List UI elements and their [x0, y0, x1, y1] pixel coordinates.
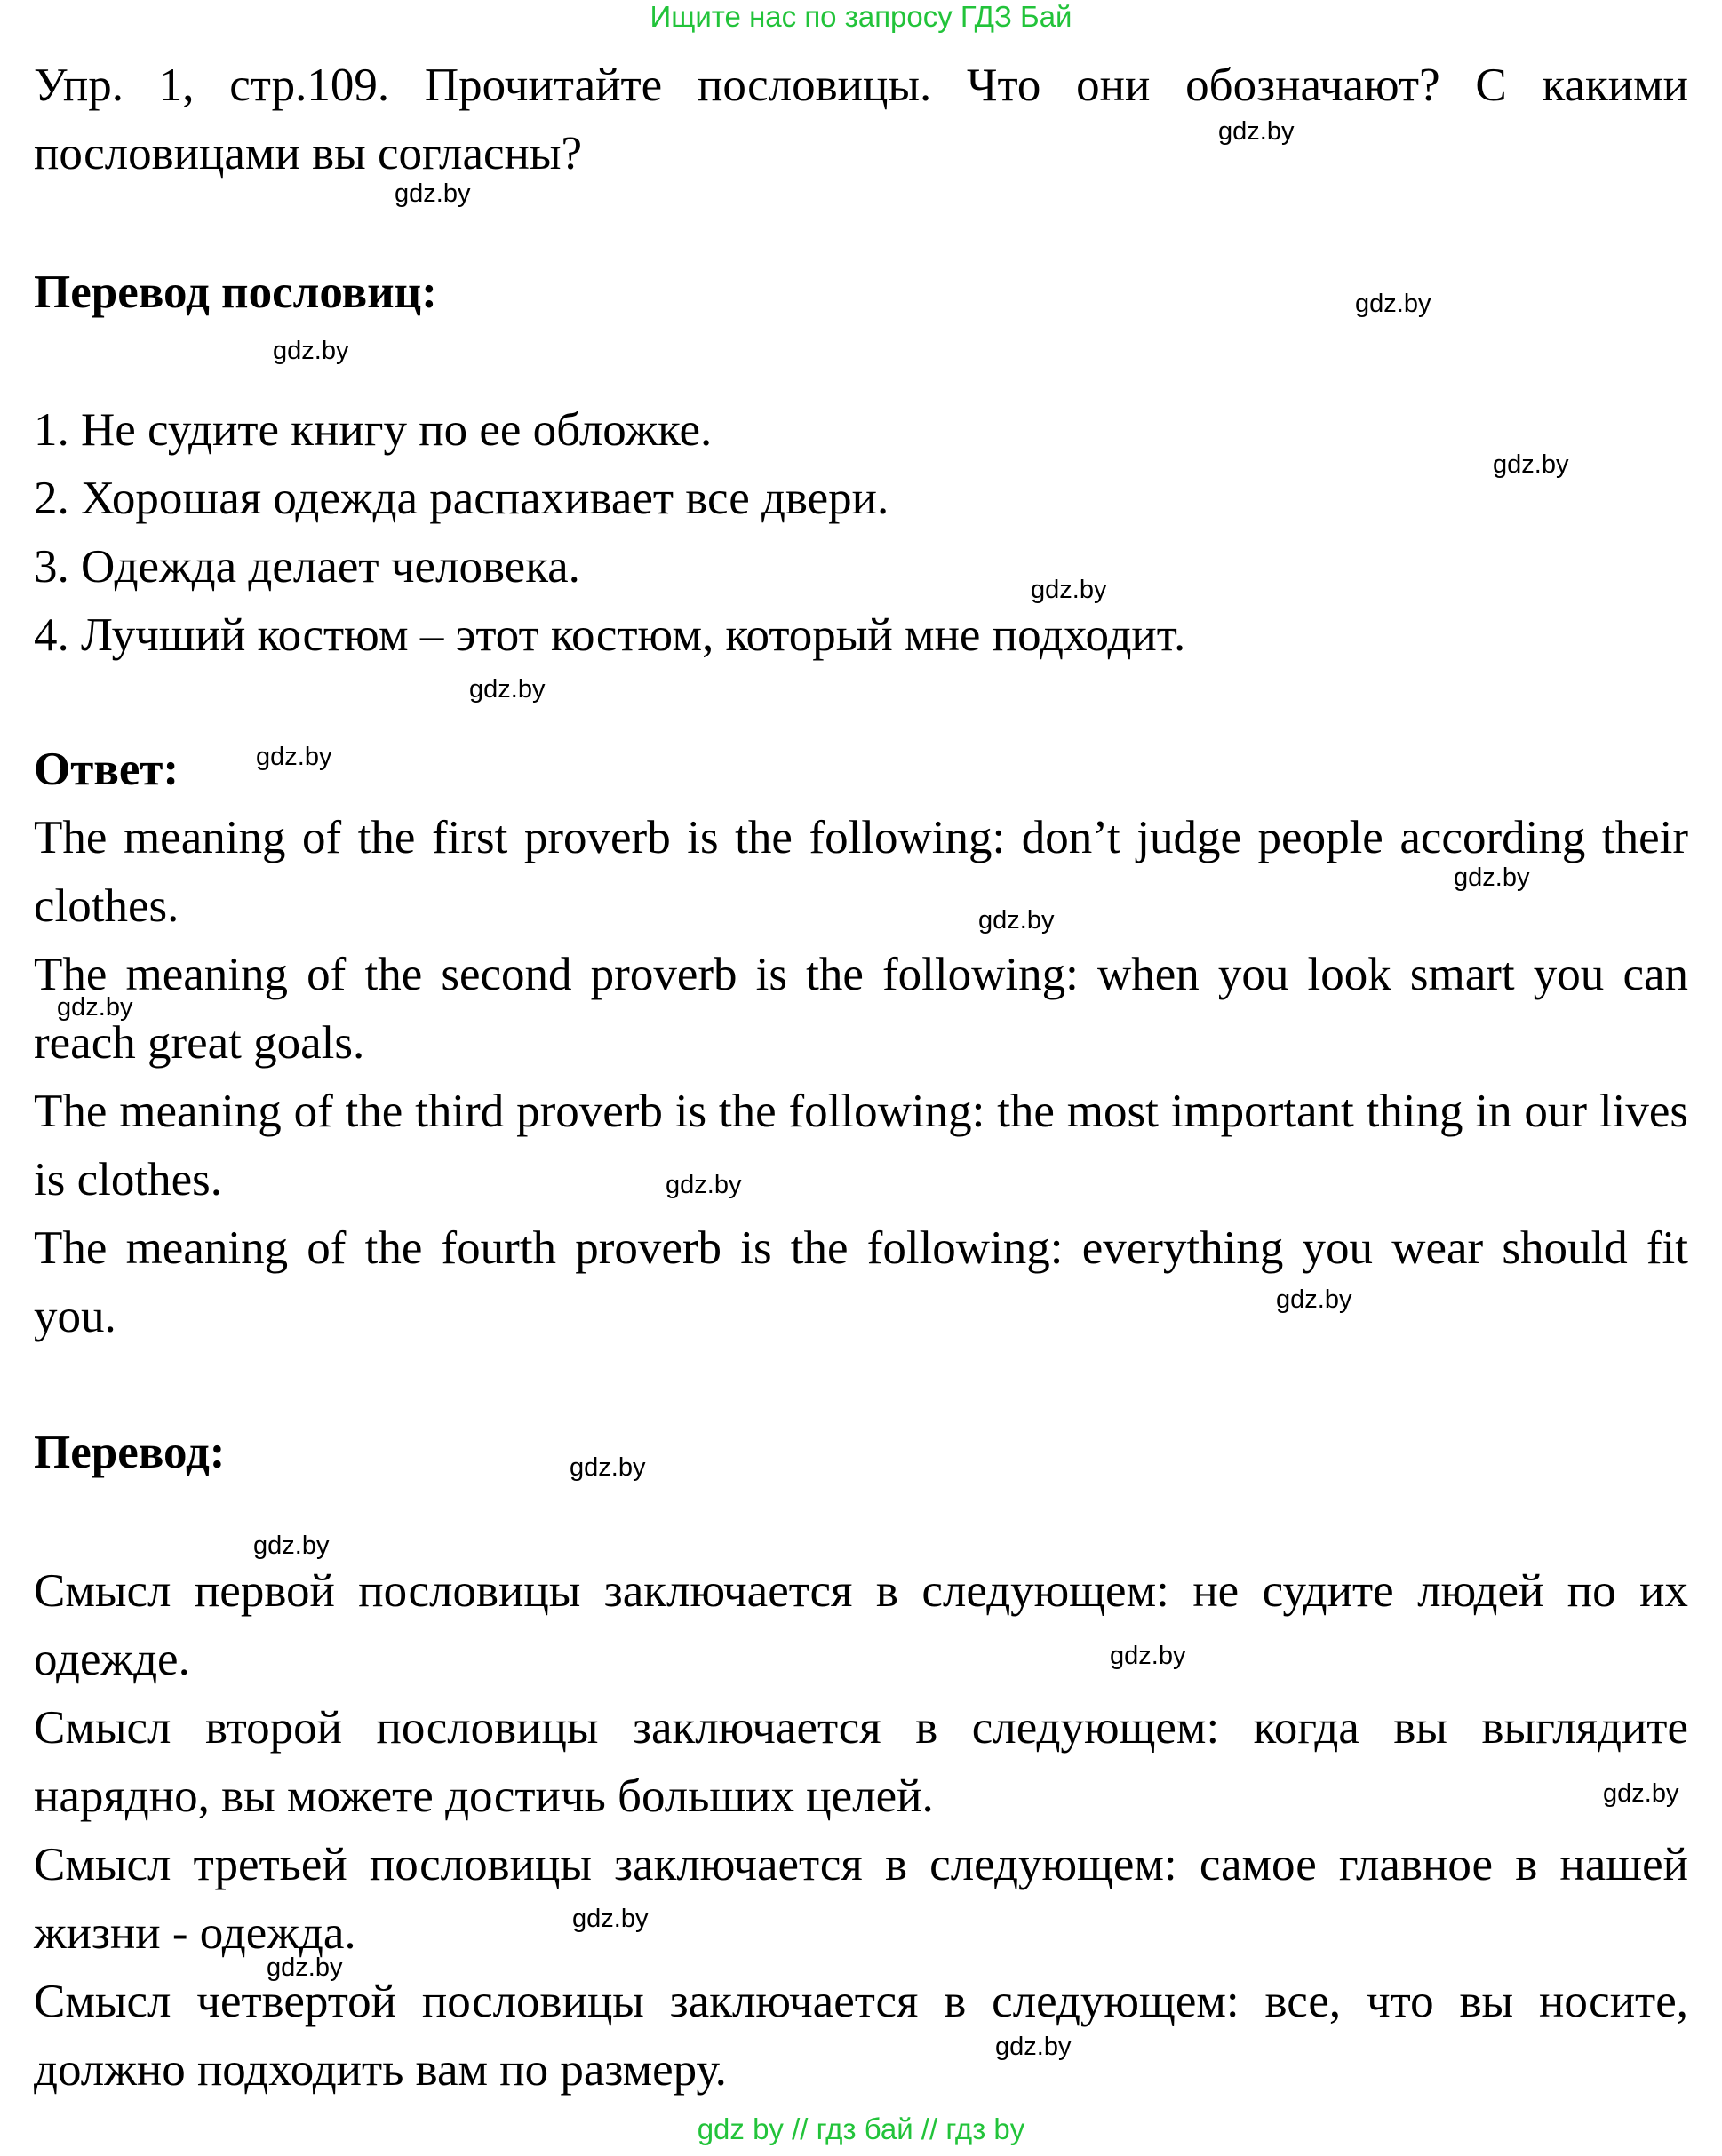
translation-paragraph: Смысл первой пословицы заключается в следующем: не судите людей по их одежде.: [34, 1565, 1688, 1685]
watermark: gdz.by: [1031, 576, 1107, 604]
watermark: gdz.by: [267, 1953, 343, 1982]
watermark: gdz.by: [469, 675, 546, 704]
translation-paragraph: Смысл четвертой пословицы заключается в следующем: все, что вы носите, должно подходить вам по размеру.: [34, 1976, 1688, 2096]
watermark: gdz.by: [1493, 450, 1569, 479]
bottom-banner: gdz by // гдз бай // гдз by: [697, 2112, 1025, 2145]
watermark: gdz.by: [1218, 117, 1295, 146]
answer-paragraph: The meaning of the fourth proverb is the following: everything you wear should fit you.: [34, 1222, 1688, 1342]
answer-paragraph: The meaning of the first proverb is the following: don’t judge people according their clothes.: [34, 812, 1688, 932]
watermark: gdz.by: [256, 743, 332, 771]
watermark: gdz.by: [978, 906, 1055, 935]
watermark: gdz.by: [1355, 290, 1431, 318]
watermark: gdz.by: [1454, 863, 1530, 892]
watermark: gdz.by: [1276, 1285, 1352, 1314]
heading-answer: Ответ:: [34, 744, 179, 795]
translation-paragraph: Смысл второй пословицы заключается в следующем: когда вы выглядите нарядно, вы можете достичь больших целей.: [34, 1702, 1688, 1822]
watermark: gdz.by: [570, 1453, 646, 1482]
watermark: gdz.by: [572, 1905, 649, 1933]
heading-proverbs-translation: Перевод пословиц:: [34, 267, 437, 318]
answer-paragraph: The meaning of the third proverb is the following: the most important thing in our lives is clothes.: [34, 1086, 1688, 1205]
proverb-item: 4. Лучший костюм – этот костюм, который мне подходит.: [34, 609, 1186, 661]
watermark: gdz.by: [395, 179, 471, 208]
watermark: gdz.by: [57, 993, 133, 1022]
answer-paragraph: The meaning of the second proverb is the following: when you look smart you can reach great goals.: [34, 949, 1688, 1069]
heading-translation: Перевод:: [34, 1427, 226, 1478]
watermark: gdz.by: [1603, 1779, 1679, 1808]
watermark: gdz.by: [253, 1531, 330, 1560]
proverb-item: 2. Хорошая одежда распахивает все двери.: [34, 473, 889, 524]
proverb-item: 1. Не судите книгу по ее обложке.: [34, 404, 713, 456]
proverb-item: 3. Одежда делает человека.: [34, 541, 580, 593]
watermark: gdz.by: [1110, 1642, 1186, 1670]
watermark: gdz.by: [273, 337, 349, 365]
top-banner: Ищите нас по запросу ГДЗ Бай: [650, 0, 1072, 33]
translation-paragraph: Смысл третьей пословицы заключается в следующем: самое главное в нашей жизни - одежда.: [34, 1839, 1688, 1959]
watermark: gdz.by: [995, 2033, 1072, 2061]
watermark: gdz.by: [666, 1171, 742, 1199]
task-text: Упр. 1, стр.109. Прочитайте пословицы. Что они обозначают? С какими пословицами вы согласны?: [34, 60, 1688, 179]
